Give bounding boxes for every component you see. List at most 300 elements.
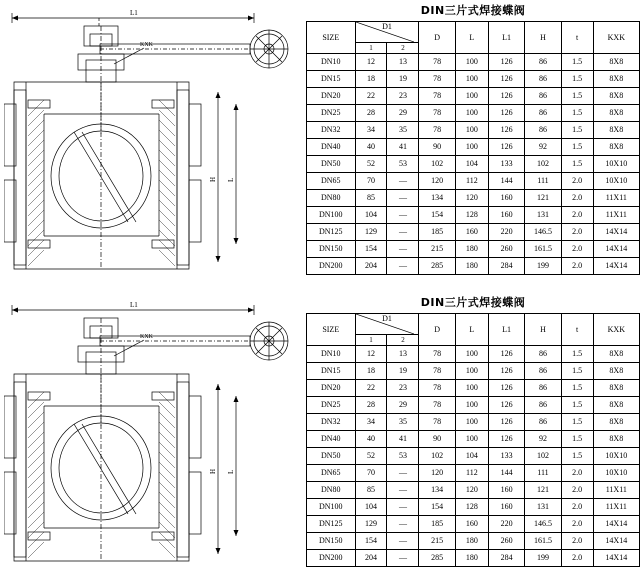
cell-l1: 160 — [488, 207, 524, 224]
cell-d1-2: 19 — [387, 71, 419, 88]
cell-l1: 220 — [488, 224, 524, 241]
dim-label-l1: L1 — [130, 9, 138, 17]
cell-l1: 126 — [488, 88, 524, 105]
table-row — [307, 88, 640, 105]
cell-d: 78 — [419, 363, 455, 380]
cell-t: 1.5 — [561, 363, 593, 380]
cell-d1-1: 12 — [355, 346, 387, 363]
cell-l: 100 — [455, 122, 488, 139]
table-row — [307, 54, 640, 71]
cell-kxk: 8X8 — [593, 414, 639, 431]
cell-d1-1: 34 — [355, 414, 387, 431]
cell-kxk: 8X8 — [593, 139, 639, 156]
cell-d: 78 — [419, 71, 455, 88]
cell-d: 134 — [419, 190, 455, 207]
cell-d1-1: 204 — [355, 258, 387, 275]
cell-kxk: 11X11 — [593, 190, 639, 207]
cell-d1-1: 22 — [355, 380, 387, 397]
cell-t: 1.5 — [561, 380, 593, 397]
cell-d1-2: 19 — [387, 363, 419, 380]
cell-d: 185 — [419, 224, 455, 241]
dim-label-kxk: KXK — [140, 42, 153, 48]
cell-kxk: 8X8 — [593, 346, 639, 363]
cell-size: DN20 — [307, 380, 356, 397]
cell-l1: 126 — [488, 346, 524, 363]
cell-l: 100 — [455, 54, 488, 71]
cell-l1: 144 — [488, 173, 524, 190]
table-row — [307, 156, 640, 173]
cell-h: 111 — [525, 173, 561, 190]
th-d1-2: 2 — [387, 335, 419, 346]
cell-d: 215 — [419, 533, 455, 550]
cell-d1-1: 40 — [355, 431, 387, 448]
th-d1: D1 — [355, 314, 419, 335]
cell-t: 1.5 — [561, 139, 593, 156]
cell-l1: 160 — [488, 482, 524, 499]
cell-l1: 260 — [488, 533, 524, 550]
dim-label-h: H — [209, 176, 217, 182]
cell-d: 90 — [419, 431, 455, 448]
cell-d: 78 — [419, 380, 455, 397]
cell-d: 285 — [419, 258, 455, 275]
cell-d1-2: 29 — [387, 105, 419, 122]
table-row — [307, 516, 640, 533]
cell-l: 100 — [455, 397, 488, 414]
cell-t: 1.5 — [561, 105, 593, 122]
cell-h: 86 — [525, 88, 561, 105]
cell-d: 134 — [419, 482, 455, 499]
cell-d: 78 — [419, 54, 455, 71]
dim-label-l: L — [227, 177, 235, 182]
table-title: DIN三片式焊接蝶阀 — [420, 296, 526, 309]
cell-t: 2.0 — [561, 241, 593, 258]
cell-d1-2: — — [387, 465, 419, 482]
dim-label-kxk: KXK — [140, 334, 153, 340]
cell-l1: 126 — [488, 122, 524, 139]
table-row — [307, 190, 640, 207]
table-row — [307, 414, 640, 431]
cell-l1: 133 — [488, 156, 524, 173]
cell-l1: 144 — [488, 465, 524, 482]
th-size: SIZE — [307, 22, 356, 54]
th-d: D — [419, 22, 455, 54]
cell-d1-1: 34 — [355, 122, 387, 139]
table-header-row-1 — [307, 314, 640, 335]
cell-kxk: 8X8 — [593, 54, 639, 71]
cell-size: DN150 — [307, 241, 356, 258]
cell-d1-2: 41 — [387, 431, 419, 448]
cell-l: 180 — [455, 550, 488, 567]
cell-size: DN10 — [307, 54, 356, 71]
th-kxk: KXK — [593, 314, 639, 346]
table-row — [307, 258, 640, 275]
cell-h: 146.5 — [525, 516, 561, 533]
cell-d1-2: — — [387, 550, 419, 567]
cell-d1-2: 23 — [387, 380, 419, 397]
panel-top — [0, 0, 644, 291]
cell-d: 102 — [419, 448, 455, 465]
table-row — [307, 550, 640, 567]
cell-t: 1.5 — [561, 88, 593, 105]
cell-size: DN32 — [307, 414, 356, 431]
table-row — [307, 431, 640, 448]
cell-size: DN32 — [307, 122, 356, 139]
cell-t: 2.0 — [561, 190, 593, 207]
cell-h: 121 — [525, 482, 561, 499]
cell-l: 180 — [455, 241, 488, 258]
valve-section-svg — [4, 4, 300, 287]
cell-size: DN80 — [307, 190, 356, 207]
cell-t: 2.0 — [561, 499, 593, 516]
cell-l: 100 — [455, 380, 488, 397]
cell-kxk: 10X10 — [593, 156, 639, 173]
cell-kxk: 10X10 — [593, 173, 639, 190]
cell-h: 146.5 — [525, 224, 561, 241]
cell-d: 120 — [419, 173, 455, 190]
cell-kxk: 14X14 — [593, 224, 639, 241]
cell-t: 2.0 — [561, 482, 593, 499]
cell-d1-2: — — [387, 190, 419, 207]
cell-size: DN200 — [307, 258, 356, 275]
cell-kxk: 14X14 — [593, 516, 639, 533]
cell-size: DN50 — [307, 156, 356, 173]
cell-d: 90 — [419, 139, 455, 156]
cell-l: 100 — [455, 414, 488, 431]
cell-size: DN150 — [307, 533, 356, 550]
cell-kxk: 8X8 — [593, 105, 639, 122]
cell-size: DN10 — [307, 346, 356, 363]
cell-d1-1: 70 — [355, 465, 387, 482]
table-row — [307, 139, 640, 156]
cell-size: DN20 — [307, 88, 356, 105]
cell-l: 100 — [455, 71, 488, 88]
cell-t: 2.0 — [561, 224, 593, 241]
cell-l1: 126 — [488, 380, 524, 397]
cell-kxk: 8X8 — [593, 431, 639, 448]
table-row — [307, 363, 640, 380]
cell-d: 154 — [419, 499, 455, 516]
cell-d1-2: 41 — [387, 139, 419, 156]
cell-d: 78 — [419, 105, 455, 122]
dim-label-l1: L1 — [130, 301, 138, 309]
cell-l: 180 — [455, 533, 488, 550]
cell-h: 131 — [525, 499, 561, 516]
cell-h: 131 — [525, 207, 561, 224]
cell-h: 161.5 — [525, 533, 561, 550]
cell-t: 2.0 — [561, 533, 593, 550]
cell-l: 104 — [455, 448, 488, 465]
cell-d1-2: 13 — [387, 346, 419, 363]
cell-d1-2: 35 — [387, 414, 419, 431]
cell-h: 102 — [525, 156, 561, 173]
cell-l1: 126 — [488, 105, 524, 122]
th-d1-1: 1 — [355, 43, 387, 54]
table-row — [307, 380, 640, 397]
cell-d1-2: — — [387, 533, 419, 550]
cell-h: 86 — [525, 122, 561, 139]
cell-l: 100 — [455, 105, 488, 122]
cell-l: 120 — [455, 190, 488, 207]
cell-l1: 284 — [488, 550, 524, 567]
cell-l: 160 — [455, 224, 488, 241]
th-d1-1: 1 — [355, 335, 387, 346]
cell-h: 121 — [525, 190, 561, 207]
cell-l1: 284 — [488, 258, 524, 275]
cell-t: 1.5 — [561, 122, 593, 139]
cell-kxk: 10X10 — [593, 448, 639, 465]
cell-d: 154 — [419, 207, 455, 224]
cell-d1-1: 52 — [355, 156, 387, 173]
cell-l1: 160 — [488, 190, 524, 207]
cell-l: 100 — [455, 88, 488, 105]
th-size: SIZE — [307, 314, 356, 346]
cell-l1: 260 — [488, 241, 524, 258]
cell-size: DN200 — [307, 550, 356, 567]
cell-d: 78 — [419, 122, 455, 139]
cell-h: 199 — [525, 258, 561, 275]
cell-l1: 133 — [488, 448, 524, 465]
cell-h: 161.5 — [525, 241, 561, 258]
cell-d1-2: 35 — [387, 122, 419, 139]
cell-d1-2: — — [387, 516, 419, 533]
cell-d1-2: — — [387, 173, 419, 190]
cell-h: 86 — [525, 414, 561, 431]
cell-size: DN125 — [307, 224, 356, 241]
spec-table — [306, 21, 640, 275]
cell-l1: 126 — [488, 431, 524, 448]
th-h: H — [525, 22, 561, 54]
cell-t: 2.0 — [561, 207, 593, 224]
cell-t: 2.0 — [561, 465, 593, 482]
table-row — [307, 207, 640, 224]
cell-d: 78 — [419, 346, 455, 363]
cell-l1: 126 — [488, 397, 524, 414]
cell-d1-2: — — [387, 499, 419, 516]
cell-size: DN25 — [307, 397, 356, 414]
cell-h: 86 — [525, 397, 561, 414]
cell-d1-1: 12 — [355, 54, 387, 71]
th-kxk: KXK — [593, 22, 639, 54]
cell-l: 128 — [455, 207, 488, 224]
cell-t: 1.5 — [561, 448, 593, 465]
cell-size: DN125 — [307, 516, 356, 533]
table-row — [307, 465, 640, 482]
cell-d: 102 — [419, 156, 455, 173]
cell-d1-2: — — [387, 207, 419, 224]
cell-h: 92 — [525, 431, 561, 448]
th-l1: L1 — [488, 22, 524, 54]
spec-table-wrap-top — [306, 2, 640, 275]
th-l: L — [455, 22, 488, 54]
cell-h: 102 — [525, 448, 561, 465]
cell-l: 180 — [455, 258, 488, 275]
cell-d1-1: 40 — [355, 139, 387, 156]
cell-d1-1: 129 — [355, 224, 387, 241]
table-row — [307, 241, 640, 258]
cell-l: 100 — [455, 346, 488, 363]
th-l1: L1 — [488, 314, 524, 346]
cell-l: 112 — [455, 465, 488, 482]
cell-d1-1: 18 — [355, 363, 387, 380]
cell-l1: 126 — [488, 54, 524, 71]
cell-d1-2: — — [387, 241, 419, 258]
cell-d: 78 — [419, 88, 455, 105]
cell-h: 86 — [525, 380, 561, 397]
cell-l1: 126 — [488, 363, 524, 380]
cell-d1-1: 52 — [355, 448, 387, 465]
cell-h: 86 — [525, 71, 561, 88]
cell-d1-2: 53 — [387, 156, 419, 173]
th-d1: D1 — [355, 22, 419, 43]
cell-l1: 160 — [488, 499, 524, 516]
cell-size: DN65 — [307, 465, 356, 482]
cell-d1-2: 29 — [387, 397, 419, 414]
cell-t: 1.5 — [561, 431, 593, 448]
cell-l1: 220 — [488, 516, 524, 533]
cell-l: 100 — [455, 139, 488, 156]
th-t: t — [561, 314, 593, 346]
cell-d1-1: 22 — [355, 88, 387, 105]
cell-t: 2.0 — [561, 173, 593, 190]
cell-d1-1: 129 — [355, 516, 387, 533]
table-row — [307, 482, 640, 499]
cell-d: 120 — [419, 465, 455, 482]
cell-d1-2: 13 — [387, 54, 419, 71]
cell-size: DN15 — [307, 363, 356, 380]
panel-bottom — [0, 292, 644, 583]
cell-d: 215 — [419, 241, 455, 258]
cell-d1-2: — — [387, 258, 419, 275]
cell-kxk: 8X8 — [593, 397, 639, 414]
cell-h: 86 — [525, 346, 561, 363]
cell-d1-1: 28 — [355, 105, 387, 122]
cell-l1: 126 — [488, 414, 524, 431]
th-h: H — [525, 314, 561, 346]
cell-size: DN100 — [307, 499, 356, 516]
cell-kxk: 11X11 — [593, 207, 639, 224]
cell-d1-1: 104 — [355, 207, 387, 224]
cell-d1-1: 104 — [355, 499, 387, 516]
cell-kxk: 10X10 — [593, 465, 639, 482]
table-row — [307, 122, 640, 139]
dim-label-l: L — [227, 469, 235, 474]
table-row — [307, 448, 640, 465]
valve-drawing-bottom — [4, 296, 300, 579]
table-row — [307, 173, 640, 190]
cell-size: DN40 — [307, 139, 356, 156]
valve-section-svg-2 — [4, 296, 300, 579]
diagonal-divider — [356, 314, 414, 334]
cell-t: 1.5 — [561, 71, 593, 88]
cell-l: 100 — [455, 431, 488, 448]
cell-l: 128 — [455, 499, 488, 516]
cell-d1-1: 70 — [355, 173, 387, 190]
cell-kxk: 8X8 — [593, 363, 639, 380]
cell-h: 86 — [525, 105, 561, 122]
cell-d1-2: — — [387, 224, 419, 241]
spec-table — [306, 313, 640, 567]
table-row — [307, 346, 640, 363]
cell-t: 2.0 — [561, 258, 593, 275]
cell-h: 199 — [525, 550, 561, 567]
cell-kxk: 8X8 — [593, 380, 639, 397]
table-row — [307, 224, 640, 241]
cell-d1-2: 53 — [387, 448, 419, 465]
diagonal-divider — [356, 22, 414, 42]
cell-kxk: 11X11 — [593, 499, 639, 516]
cell-l: 104 — [455, 156, 488, 173]
cell-size: DN40 — [307, 431, 356, 448]
cell-d1-2: 23 — [387, 88, 419, 105]
cell-kxk: 14X14 — [593, 550, 639, 567]
cell-d: 78 — [419, 414, 455, 431]
cell-d1-1: 85 — [355, 482, 387, 499]
cell-d1-1: 154 — [355, 533, 387, 550]
cell-size: DN15 — [307, 71, 356, 88]
cell-d: 185 — [419, 516, 455, 533]
cell-l: 112 — [455, 173, 488, 190]
table-title: DIN三片式焊接蝶阀 — [420, 4, 526, 17]
cell-kxk: 8X8 — [593, 88, 639, 105]
cell-t: 1.5 — [561, 346, 593, 363]
cell-d1-1: 154 — [355, 241, 387, 258]
cell-d: 285 — [419, 550, 455, 567]
cell-t: 2.0 — [561, 550, 593, 567]
cell-t: 2.0 — [561, 516, 593, 533]
cell-l: 120 — [455, 482, 488, 499]
cell-kxk: 8X8 — [593, 71, 639, 88]
spec-table-wrap-bottom — [306, 294, 640, 567]
cell-d1-1: 85 — [355, 190, 387, 207]
cell-d1-1: 204 — [355, 550, 387, 567]
table-row — [307, 105, 640, 122]
th-d1-2: 2 — [387, 43, 419, 54]
cell-size: DN80 — [307, 482, 356, 499]
cell-d1-1: 28 — [355, 397, 387, 414]
cell-kxk: 14X14 — [593, 533, 639, 550]
th-t: t — [561, 22, 593, 54]
cell-t: 1.5 — [561, 156, 593, 173]
cell-size: DN50 — [307, 448, 356, 465]
cell-l: 160 — [455, 516, 488, 533]
table-header-row-1 — [307, 22, 640, 43]
cell-size: DN65 — [307, 173, 356, 190]
table-row — [307, 533, 640, 550]
cell-h: 86 — [525, 363, 561, 380]
table-row — [307, 499, 640, 516]
cell-h: 92 — [525, 139, 561, 156]
cell-d1-1: 18 — [355, 71, 387, 88]
th-d: D — [419, 314, 455, 346]
cell-d: 78 — [419, 397, 455, 414]
th-l: L — [455, 314, 488, 346]
cell-h: 86 — [525, 54, 561, 71]
cell-t: 1.5 — [561, 54, 593, 71]
cell-d1-2: — — [387, 482, 419, 499]
cell-t: 1.5 — [561, 414, 593, 431]
valve-drawing-top — [4, 4, 300, 287]
cell-kxk: 14X14 — [593, 241, 639, 258]
cell-l1: 126 — [488, 71, 524, 88]
cell-size: DN25 — [307, 105, 356, 122]
cell-h: 111 — [525, 465, 561, 482]
cell-kxk: 14X14 — [593, 258, 639, 275]
cell-t: 1.5 — [561, 397, 593, 414]
cell-l1: 126 — [488, 139, 524, 156]
table-row — [307, 397, 640, 414]
cell-kxk: 8X8 — [593, 122, 639, 139]
cell-size: DN100 — [307, 207, 356, 224]
